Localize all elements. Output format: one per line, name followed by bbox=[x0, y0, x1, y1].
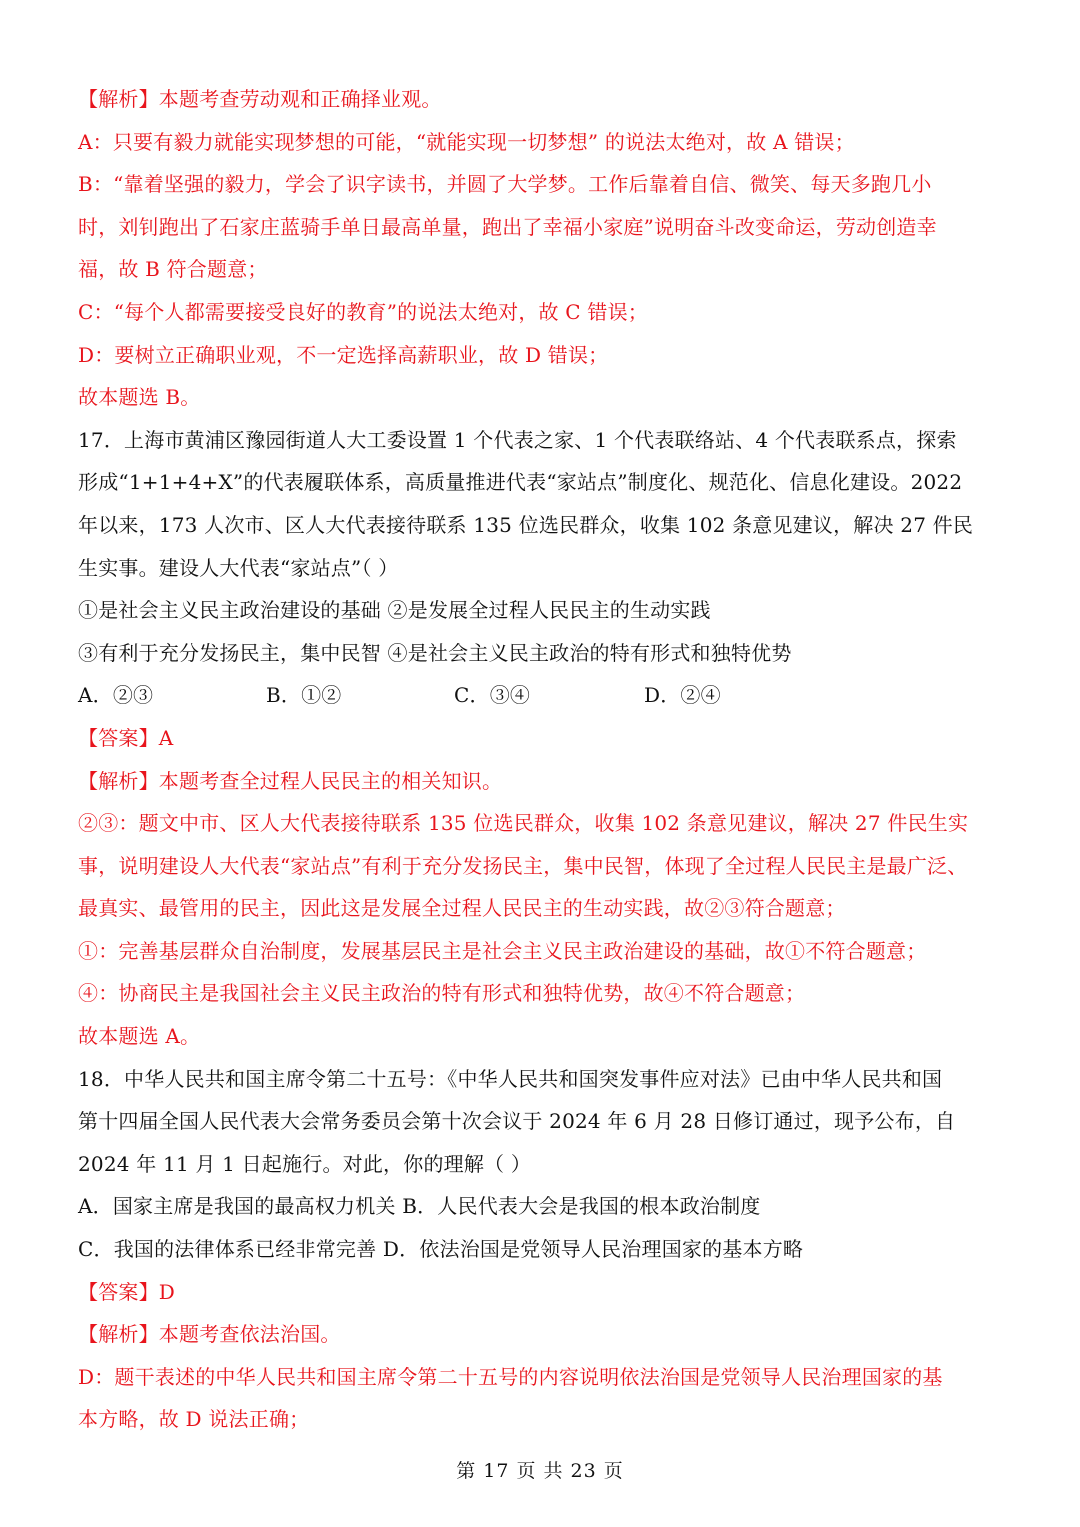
text-line: 生实事。建设人大代表“家站点”（ ） bbox=[78, 555, 399, 580]
text-line: 故本题选 A。 bbox=[78, 1024, 201, 1049]
text-line: A：只要有毅力就能实现梦想的可能，“就能实现一切梦想” 的说法太绝对，故 A 错误； bbox=[78, 129, 855, 154]
text-line: 第十四届全国人民代表大会常务委员会第十次会议于 2024 年 6 月 28 日修订通过，现予公布，自 bbox=[78, 1109, 956, 1134]
text-line: 时，刘钊跑出了石家庄蓝骑手单日最高单量，跑出了幸福小家庭”说明奋斗改变命运，劳动创造幸 bbox=[78, 214, 937, 239]
answer-option: A．②③ bbox=[78, 683, 154, 708]
text-line: C．我国的法律体系已经非常完善 D．依法治国是党领导人民治理国家的基本方略 bbox=[78, 1237, 804, 1262]
text-line: ④：协商民主是我国社会主义民主政治的特有形式和独特优势，故④不符合题意； bbox=[78, 981, 806, 1006]
text-line: 【答案】D bbox=[78, 1279, 176, 1304]
document-body bbox=[78, 78, 1004, 1441]
text-line: 形成“1+1+4+X”的代表履联体系，高质量推进代表“家站点”制度化、规范化、信息化建设。2022 bbox=[78, 470, 963, 495]
text-line: D：题干表述的中华人民共和国主席令第二十五号的内容说明依法治国是党领导人民治理国家的基 bbox=[78, 1364, 943, 1389]
text-line: 【答案】A bbox=[78, 725, 174, 750]
answer-option: B．①② bbox=[266, 683, 342, 708]
text-line: 18．中华人民共和国主席令第二十五号：《中华人民共和国突发事件应对法》已由中华人民共和国 bbox=[78, 1066, 943, 1091]
text-line: ①：完善基层群众自治制度，发展基层民主是社会主义民主政治建设的基础，故①不符合题意； bbox=[78, 938, 927, 963]
text-line: ③有利于充分发扬民主，集中民智 ④是社会主义民主政治的特有形式和独特优势 bbox=[78, 640, 792, 665]
text-line: 【解析】本题考查全过程人民民主的相关知识。 bbox=[78, 768, 503, 793]
text-line: C：“每个人都需要接受良好的教育”的说法太绝对，故 C 错误； bbox=[78, 299, 648, 324]
text-line: 本方略，故 D 说法正确； bbox=[78, 1407, 310, 1432]
text-line: D：要树立正确职业观，不一定选择高薪职业，故 D 错误； bbox=[78, 342, 609, 367]
text-line: 2024 年 11 月 1 日起施行。对此，你的理解（ ） bbox=[78, 1151, 532, 1176]
text-line: ①是社会主义民主政治建设的基础 ②是发展全过程人民民主的生动实践 bbox=[78, 598, 711, 623]
text-line: A．国家主席是我国的最高权力机关 B．人民代表大会是我国的根本政治制度 bbox=[78, 1194, 761, 1219]
text-line: 年以来，173 人次市、区人大代表接待联系 135 位选民群众，收集 102 条意见建议，解决 27 件民 bbox=[78, 512, 974, 537]
text-line: ②③：题文中市、区人大代表接待联系 135 位选民群众，收集 102 条意见建议，解决 27 件民生实 bbox=[78, 811, 969, 836]
text-line: 事，说明建设人大代表“家站点”有利于充分发扬民主，集中民智，体现了全过程人民民主是最广泛、 bbox=[78, 853, 968, 878]
answer-option: C．③④ bbox=[454, 683, 531, 708]
text-line: 【解析】本题考查依法治国。 bbox=[78, 1322, 341, 1347]
text-line: 17．上海市黄浦区豫园街道人大工委设置 1 个代表之家、1 个代表联络站、4 个代表联系点，探索 bbox=[78, 427, 957, 452]
text-line: 故本题选 B。 bbox=[78, 385, 201, 410]
answer-options bbox=[78, 674, 1004, 717]
text-line: B：“靠着坚强的毅力，学会了识字读书，并圆了大学梦。工作后靠着自信、微笑、每天多跑几小 bbox=[78, 172, 932, 197]
page-footer: 第 17 页 共 23 页 bbox=[456, 1460, 624, 1482]
text-line: 最真实、最管用的民主，因此这是发展全过程人民民主的生动实践，故②③符合题意； bbox=[78, 896, 846, 921]
text-line: 福，故 B 符合题意； bbox=[78, 257, 268, 282]
answer-option: D．②④ bbox=[644, 683, 721, 708]
text-line: 【解析】本题考查劳动观和正确择业观。 bbox=[78, 87, 442, 111]
